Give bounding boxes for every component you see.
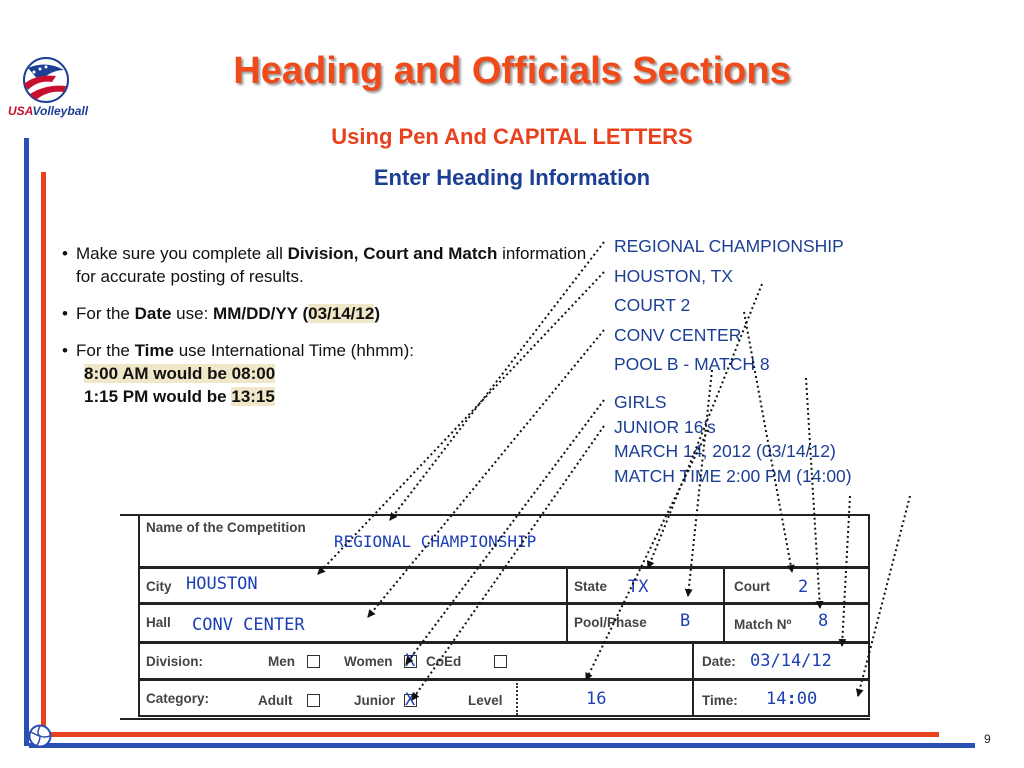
subtitle-pen-capitals: Using Pen And CAPITAL LETTERS: [331, 124, 693, 149]
arrow-level: [586, 430, 708, 680]
info-court: COURT 2: [614, 295, 691, 315]
match-label: Match Nº: [734, 617, 792, 632]
city-label: City: [146, 579, 172, 594]
info-city: HOUSTON, TX: [614, 265, 733, 286]
arrow-division: [406, 400, 604, 664]
court-value: 2: [798, 577, 809, 597]
subtitle-enter-heading: Enter Heading Information: [373, 165, 651, 190]
logo-wordmark: USAVolleyball: [8, 104, 89, 118]
bullet-division-court-match: • Make sure you complete all Division, Court and Match information for accurate posting of results.: [62, 242, 592, 288]
state-value: TX: [628, 577, 649, 597]
arrow-state: [648, 284, 762, 568]
category-label: Category:: [146, 691, 210, 706]
junior-label: Junior: [354, 693, 396, 708]
arrow-pool: [688, 370, 712, 596]
date-label: Date:: [702, 654, 736, 669]
info-category: JUNIOR 16’s: [614, 416, 716, 437]
junior-check-mark: X: [405, 690, 416, 710]
info-competition: REGIONAL CHAMPIONSHIP: [614, 236, 844, 256]
competition-value: REGIONAL CHAMPIONSHIP: [334, 532, 537, 551]
info-hall: CONV CENTER: [614, 324, 742, 345]
arrow-time: [858, 496, 910, 696]
division-label: Division:: [146, 654, 204, 669]
time-value: 14:00: [766, 689, 818, 709]
info-time: MATCH TIME 2:00 PM (14:00): [614, 465, 852, 486]
level-value: 16: [586, 689, 607, 709]
state-label: State: [574, 579, 608, 594]
city-value: HOUSTON: [186, 574, 258, 594]
arrow-match: [806, 378, 820, 608]
women-check-mark: X: [405, 651, 416, 671]
hall-label: Hall: [146, 615, 171, 630]
pool-value: B: [680, 611, 691, 631]
pool-label: Pool/Phase: [574, 615, 647, 630]
time-label: Time:: [702, 693, 738, 708]
arrow-court: [744, 312, 792, 572]
arrow-competition: [390, 242, 604, 520]
match-value: 8: [818, 611, 829, 631]
info-division: GIRLS: [614, 392, 667, 412]
arrow-city: [318, 272, 604, 574]
adult-label: Adult: [258, 693, 293, 708]
arrow-hall: [368, 330, 604, 617]
date-value: 03/14/12: [750, 651, 832, 671]
men-label: Men: [268, 654, 295, 669]
slide-title: Heading and Officials Sections: [233, 50, 791, 92]
coed-label: CoEd: [426, 654, 462, 669]
level-label: Level: [468, 693, 503, 708]
volleyball-icon: [28, 724, 52, 748]
arrow-category: [412, 426, 604, 700]
court-label: Court: [734, 579, 770, 594]
info-date: MARCH 14, 2012 (03/14/12): [614, 441, 836, 461]
page-number: 9: [984, 732, 991, 746]
info-pool-match: POOL B - MATCH 8: [614, 354, 770, 374]
bullet-time-format: • For the Time use International Time (hhmm): 8:00 AM would be 08:00 1:15 PM would be 13:15: [62, 339, 592, 408]
competition-label: Name of the Competition: [146, 520, 306, 535]
hall-value: CONV CENTER: [192, 615, 305, 635]
bullet-date-format: • For the Date use: MM/DD/YY (03/14/12): [62, 302, 592, 325]
arrow-date: [842, 496, 850, 646]
women-label: Women: [344, 654, 393, 669]
